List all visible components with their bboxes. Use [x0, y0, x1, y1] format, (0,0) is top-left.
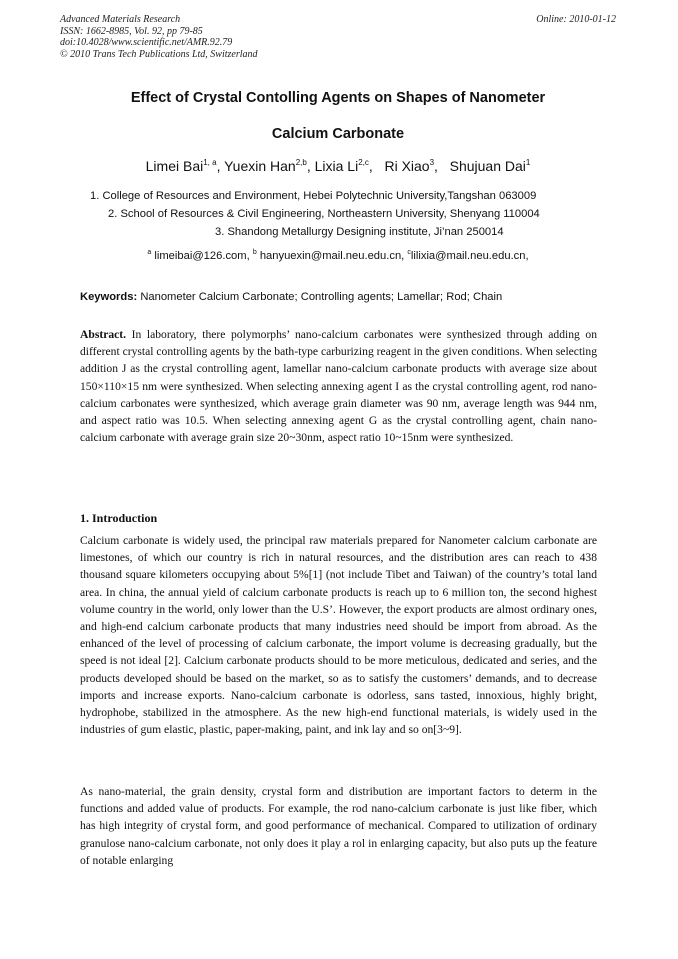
author-name: Ri Xiao [384, 158, 430, 174]
journal-issn: ISSN: 1662-8985, Vol. 92, pp 79-85 [60, 25, 203, 37]
author-affiliation-mark: 3 [429, 158, 435, 167]
section-heading: 1. Introduction [80, 511, 158, 525]
journal-name: Advanced Materials Research [60, 14, 181, 25]
author-affiliation-mark: 1, a [203, 158, 217, 167]
affiliation-1: 1. College of Resources and Environment, Hebei Polytechnic University,Tangshan 063009 [90, 190, 537, 202]
author-affiliation-mark: 2,c [358, 158, 369, 167]
author-list: Limei Bai$^{1, a}$, Yuexin Han$^{2,b}$, Lixia Li$^{2,c}$, Ri Xiao$^3$, Shujuan Dai$^1$ [145, 158, 531, 174]
email-address: limeibai@126.com, [154, 250, 250, 262]
author-emails [60, 249, 616, 262]
abstract [80, 326, 597, 446]
journal-doi: doi:10.4028/www.scientific.net/AMR.92.79 [60, 37, 233, 48]
email-mark: b [252, 249, 257, 256]
author-name: Yuexin Han [224, 158, 296, 174]
online-date: Online: 2010-01-12 [536, 14, 616, 25]
email-address: hanyuexin@mail.neu.edu.cn, [259, 250, 405, 262]
intro-paragraph-1: Calcium carbonate is widely used, the principal raw materials prepared for Nanometer calcium carbonate are limestones, of which our country is rich in natural resources, and the distribution ares can reach to 438 thousand square kilometers occupying about 5%[1] (not include Tibet and Taiwan) of the country’s total land area. In china, the annual yield of calcium carbonate products is reach up to 6 million ton, the second highest volume country in the world, only lower than the U.S’. However, the export products are almost ordinary ones, and high-end calcium carbonate products that many industries need should be import from abroad. As the enhanced of the level of processing of calcium carbonate, the import volume is decreasing gradually, but the speed is not ideal [2]. Calcium carbonate products should to be more meticulous, dedicated and series, and the products developed should be based on the market, so as to satisfy the customers’ demands, and to decrease imports and increase exports. Nano-calcium carbonate is odorless, sans tasted, innoxious, highly bright, hydrophobe, stabilized in the atmosphere. As the new high-end functional materials, is widely used in the industries of gum elastic, plastic, paper-making, paint, and ink lay and so on[3~9]. [80, 534, 597, 737]
author-name: Lixia Li [314, 158, 359, 174]
keywords [80, 291, 600, 303]
paper-title-line-1: Effect of Crystal Contolling Agents on Shapes of Nanometer [130, 90, 546, 106]
journal-header [60, 14, 616, 60]
abstract-text: In laboratory, there polymorphs’ nano-calcium carbonates were synthesized through adding on different crystal controlling agents by the bath-type carburizing reagent in the given conditions. When selecting addition J as the crystal controlling agent, lamellar nano-calcium carbonate products with average size about 150×110×15 nm were synthesized. When selecting annexing agent I as the crystal controlling agent, rod nano-calcium carbonates were synthesized, which average grain diameter was 90 nm, average length was 944 nm, and aspect ratio was 10.5. When selecting annexing agent G as the crystal controlling agent, chain nano-calcium carbonate with average grain size 20~30nm, aspect ratio 10~15nm were synthesized. [80, 328, 597, 445]
paper-title-line-2: Calcium Carbonate [271, 126, 405, 142]
abstract-label: Abstract. [80, 328, 127, 341]
author-name: Shujuan Dai [449, 158, 526, 174]
affiliation-3: 3. Shandong Metallurgy Designing institute, Ji’nan 250014 [215, 226, 504, 238]
author-affiliation-mark: 1 [525, 158, 531, 167]
email-mark: c [407, 249, 411, 256]
author-affiliation-mark: 2,b [295, 158, 307, 167]
affiliation-2: 2. School of Resources & Civil Engineering, Northeastern University, Shenyang 110004 [108, 208, 540, 220]
email-address: lilixia@mail.neu.edu.cn, [410, 250, 529, 262]
email-mark: a [147, 249, 152, 256]
keywords-text: Nanometer Calcium Carbonate; Controlling agents; Lamellar; Rod; Chain [140, 291, 503, 303]
intro-paragraph-2: As nano-material, the grain density, crystal form and distribution are important factors to determ in the functions and added value of products. For example, the rod nano-calcium carbonate is just like fiber, which has high integrity of crystal form, and good performance of mechanical. Compared to utilization of ordinary granulose nano-calcium carbonate, not only does it play a rol in enlarging capacity, but also puts up the feature of notable enlarging [80, 785, 597, 867]
journal-copyright: © 2010 Trans Tech Publications Ltd, Switzerland [60, 48, 258, 60]
author-name: Limei Bai [145, 158, 204, 174]
keywords-label: Keywords: [80, 291, 138, 303]
